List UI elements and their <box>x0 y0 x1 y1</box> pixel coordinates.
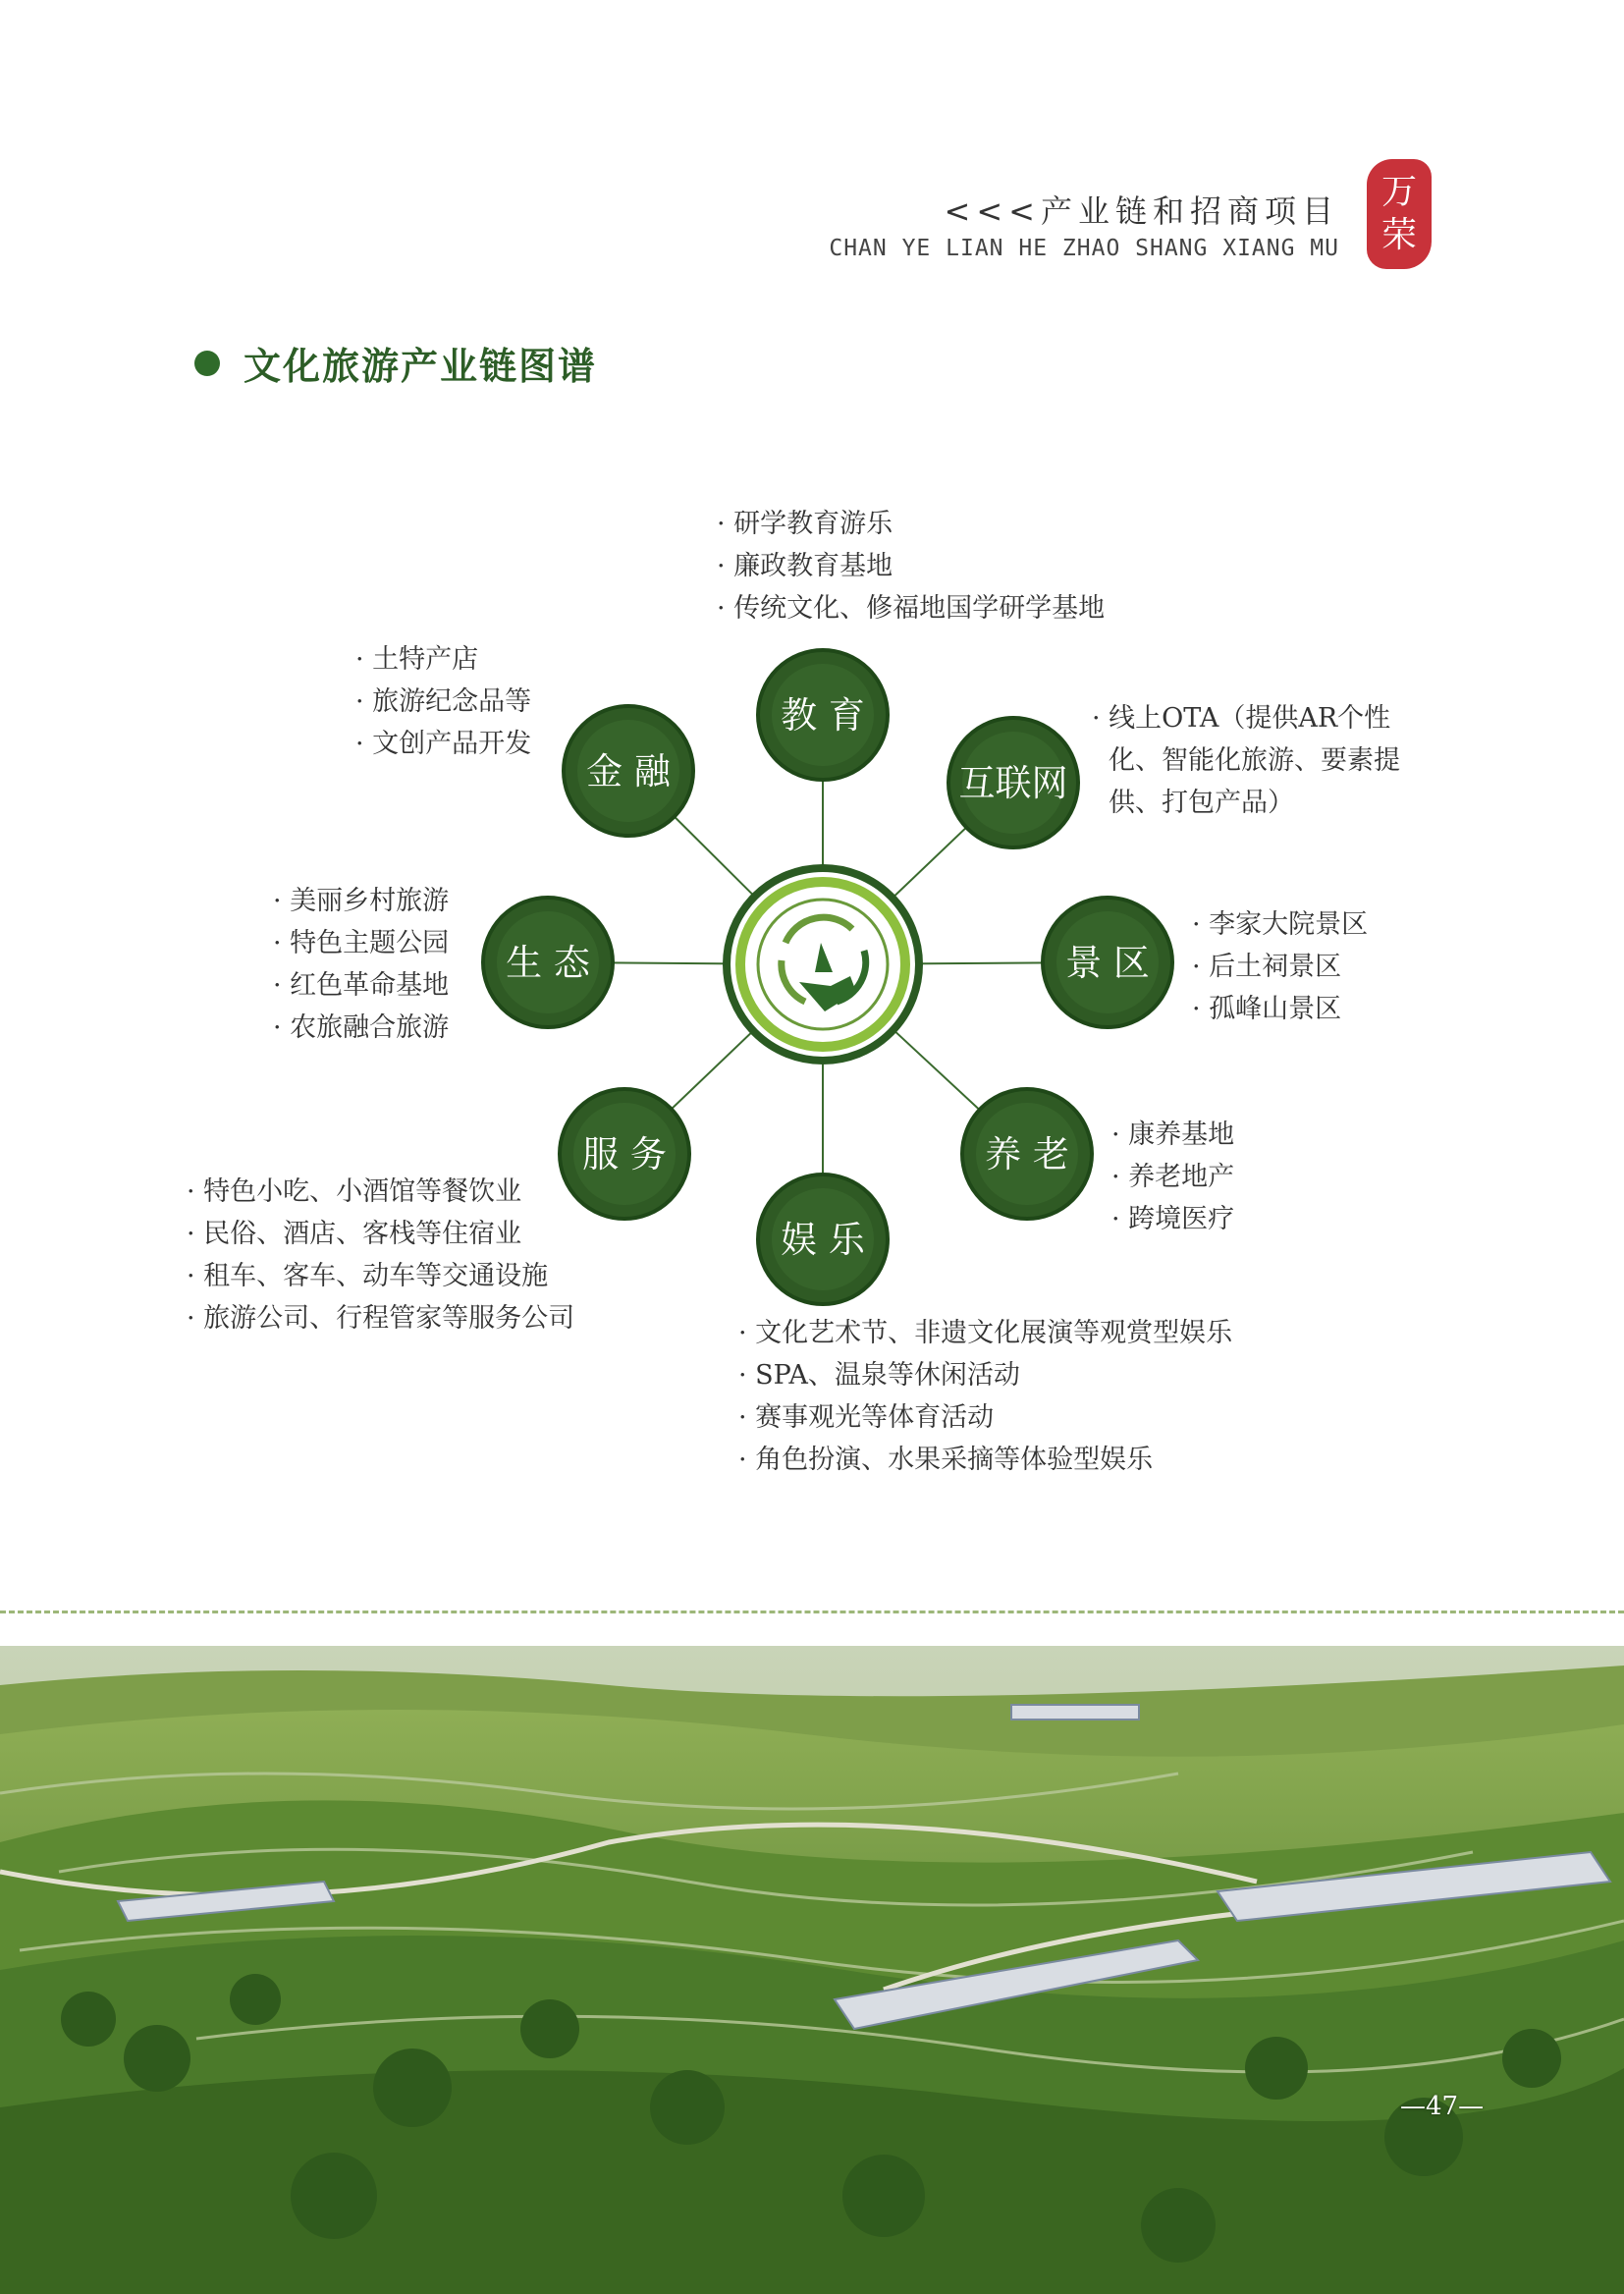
section-title: 文化旅游产业链图谱 <box>244 345 598 388</box>
header-pinyin: CHAN YE LIAN HE ZHAO SHANG XIANG MU <box>829 236 1339 261</box>
internet-list: · 线上OTA（提供AR个性化、智能化旅游、要素提供、打包产品） <box>1092 697 1423 824</box>
list-item: · 孤峰山景区 <box>1192 988 1368 1030</box>
list-item: · 跨境医疗 <box>1111 1198 1234 1240</box>
list-item: · 传统文化、修福地国学研学基地 <box>717 587 1105 629</box>
list-item: · 后土祠景区 <box>1192 946 1368 988</box>
ecology-list <box>273 880 449 1049</box>
node-education <box>758 650 888 780</box>
header-title: <<<产业链和招商项目 <box>944 192 1339 230</box>
list-item: · 特色小吃、小酒馆等餐饮业 <box>187 1171 574 1213</box>
hub-circle <box>727 868 919 1061</box>
node-internet <box>948 718 1078 847</box>
list-item: · 民俗、酒店、客栈等住宿业 <box>187 1213 574 1255</box>
entertainment-list <box>738 1312 1232 1481</box>
seal-char-1: 万 <box>1380 172 1417 212</box>
list-item: · SPA、温泉等休闲活动 <box>738 1354 1232 1396</box>
aerial-landscape-photo <box>0 1646 1624 2294</box>
node-entertainment-label: 娱 乐 <box>781 1219 865 1261</box>
list-item: · 旅游纪念品等 <box>355 681 531 723</box>
node-finance-label: 金 融 <box>586 750 671 792</box>
node-internet-label: 互联网 <box>958 762 1068 804</box>
page-number: —47— <box>1400 2092 1485 2121</box>
finance-list <box>355 638 531 765</box>
node-education-label: 教 育 <box>781 694 865 737</box>
landscape-illustration <box>0 1646 1624 2294</box>
list-item: · 红色革命基地 <box>273 964 449 1007</box>
list-item: · 养老地产 <box>1111 1156 1234 1198</box>
node-finance <box>564 706 693 836</box>
list-item: · 李家大院景区 <box>1192 903 1368 946</box>
node-ecology <box>483 898 613 1027</box>
service-list <box>187 1171 574 1339</box>
node-entertainment <box>758 1174 888 1304</box>
dashed-divider <box>0 1611 1624 1613</box>
list-item: · 土特产店 <box>355 638 531 681</box>
list-item: · 康养基地 <box>1111 1114 1234 1156</box>
list-item: · 旅游公司、行程管家等服务公司 <box>187 1297 574 1339</box>
list-item: · 文创产品开发 <box>355 723 531 765</box>
education-list <box>717 503 1105 629</box>
node-ecology-label: 生 态 <box>506 942 590 984</box>
list-item: · 租车、客车、动车等交通设施 <box>187 1255 574 1297</box>
list-item: · 文化艺术节、非遗文化展演等观赏型娱乐 <box>738 1312 1232 1354</box>
node-elderly-label: 养 老 <box>985 1133 1069 1175</box>
elderly-list <box>1111 1114 1234 1240</box>
node-elderly <box>962 1089 1092 1219</box>
list-item: · 廉政教育基地 <box>717 545 1105 587</box>
node-service <box>560 1089 689 1219</box>
list-item: · 角色扮演、水果采摘等体验型娱乐 <box>738 1439 1232 1481</box>
node-scenic-label: 景 区 <box>1065 942 1150 984</box>
list-item: · 美丽乡村旅游 <box>273 880 449 922</box>
seal-char-2: 荣 <box>1380 215 1417 255</box>
list-item: · 农旅融合旅游 <box>273 1007 449 1049</box>
list-item: · 赛事观光等体育活动 <box>738 1396 1232 1439</box>
node-scenic <box>1043 898 1172 1027</box>
list-item: · 研学教育游乐 <box>717 503 1105 545</box>
node-service-label: 服 务 <box>582 1133 667 1175</box>
list-item: · 特色主题公园 <box>273 922 449 964</box>
scenic-list <box>1192 903 1368 1030</box>
